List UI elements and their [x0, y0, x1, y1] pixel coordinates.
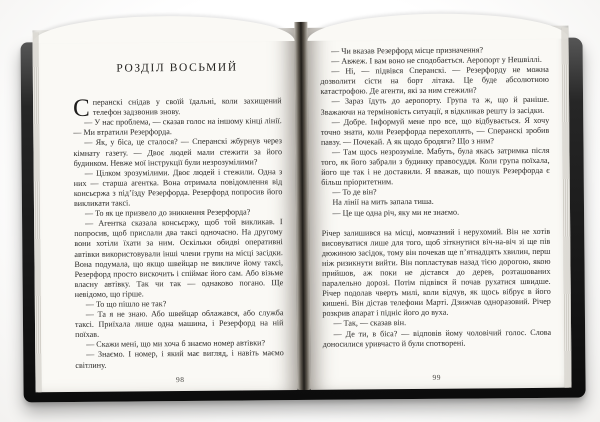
left-page-content	[32, 28, 297, 392]
right-page-content	[307, 26, 572, 390]
paragraph: — Де ти, в біса? — відповів йому чоловічий голос. Слова доносилися уривчасто й були спотворені.	[322, 327, 552, 349]
paragraph-text: перанскі снідав у своїй їдальні, коли захищений телефон задзвонив знову.	[92, 96, 282, 118]
paragraph: — Скажи мені, що ми хоча б знаємо номер автівки?	[86, 338, 266, 350]
paragraph: — Добре. Інформуй мене про все, що відбувається. Я хочу точно знати, коли Резерфорда перехоплять, — Сперанскі зробив павзу. — Почекай. А як щодо бродяги? Що з ним?	[320, 115, 550, 147]
right-page	[307, 26, 572, 390]
paragraph: — Агентка сказала консьєржу, щоб той викликав. І попросив, щоб прислали два таксі одночасно. На другому вони хотіли їхати за ним. Оскільки обидві оперативні автівки використовували інші члени групи на місці засідки. Вона подумала, що якщо швейцар не викличе йому таксі, Резерфорд просто вискочить і спіймає його сам. Або візьме власну автівку. Так чи так — однаково погано. Ще невідомо, що гірше.	[74, 217, 284, 299]
paragraph: — Та я не знаю. Або швейцар облажався, або служба таксі. Приїхала лише одна машина, і Резерфорд на ній поїхав.	[74, 308, 284, 340]
open-book	[8, 3, 594, 414]
paragraph: — То що пішло не так?	[85, 299, 167, 309]
paragraph: — Зараз їдуть до аеропорту. Група та ж, що й раніше. Зважаючи на терміновість ситуації, я відкликав решту із засідки.	[320, 95, 550, 117]
paragraph: — Так, — сказав він.	[333, 318, 407, 329]
paragraph: — Знаємо. І номер, і який має вигляд, і навіть маємо світлину.	[75, 348, 284, 370]
paragraph: — Як, у біса, це сталося? — Сперанскі жбурнув через кімнату газету. — Двоє людей мали стежити за його будинком. Невже мої інструкції були незрозумілими?	[73, 136, 283, 168]
drop-cap: С	[72, 94, 90, 123]
paragraph: — Там щось незрозуміле. Мабуть, була якась затримка після того, як його забрали з будинку правосуддя. Коли група поїхала, його ще так і не доставили. Я вважав, що пошук Резерфорда є більш пріоритетним.	[321, 145, 550, 188]
paragraph: — У нас проблема, — сказав голос на іншому кінці лінії. — Ми втратили Резерфорда.	[73, 116, 282, 138]
paragraph: — То як це призвело до зникнення Резерфорда?	[84, 207, 251, 219]
paragraph: — Чи вказав Резерфорд місце призначення?	[331, 45, 484, 56]
paragraph	[72, 94, 282, 123]
paragraph: На лінії на мить запала тиша.	[332, 197, 434, 208]
paragraph: — Авжеж. І вам воно не сподобається. Аеропорт у Нешвіллі.	[331, 54, 542, 66]
page-spread	[32, 26, 571, 393]
left-page	[32, 28, 297, 392]
paragraph: — Це ще одна річ, яку ми не знаємо.	[332, 207, 460, 218]
chapter-heading: РОЗДІЛ ВОСЬМИЙ	[116, 61, 238, 75]
paragraph: — То де він?	[332, 187, 377, 198]
paragraph: — Ні, — підвівся Сперанскі. — Резерфорду не можна дозволити сісти на борт літака. Це буде абсолютною катастрофою. Де агенти, які за ним стежили?	[320, 65, 549, 97]
paragraph: Річер залишився на місці, мовчазний і нерухомий. Він не хотів висовуватися лише для того, щоб зіткнутися віч-на-віч зі ще пів дюжиною засідок, тому він почекав ще п’ятнадцять хвилин, перш ніж ризикнути вийти. Він попластував назад тією дорогою, якою прийшов, аж поки не дістався до дерев, розташованих паралельно дорозі. Потім підвівся й почав рухатися швидше. Річер подолав чверть милі, коли відчув, як щось вібрує в його кишені. Він дістав телефони Марті. Дзижчав одноразовий. Річер розкрив апарат і підніс його до вуха.	[321, 226, 551, 319]
page-number: 98	[175, 375, 185, 385]
page-number: 99	[432, 372, 442, 382]
paragraph: — Цілком зрозумілими. Двоє людей і стежили. Одна з них — старша агентка. Вона отримала повідомлення від консьєржа з під’їзду Резерфорда. Резерфорд попросив його викликати таксі.	[73, 166, 283, 209]
